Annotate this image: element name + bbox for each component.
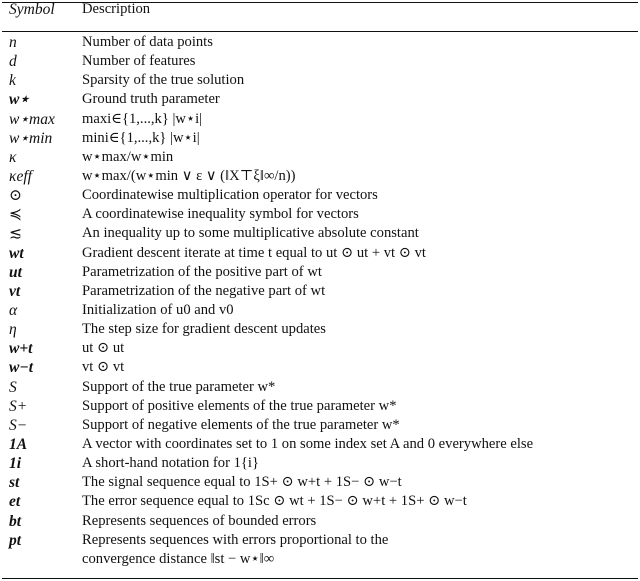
row-symbol: S− [9,416,28,434]
row-symbol: ⊙ [9,187,22,205]
row-description: vt ⊙ vt [82,359,125,376]
row-symbol: st [9,474,20,492]
row-description: Number of features [82,53,196,70]
row-description: The signal sequence equal to 1S+ ⊙ w+t + 1S− ⊙ w−t [82,474,402,491]
table-row [0,320,640,339]
row-symbol: κeff [9,167,32,185]
row-symbol: η [9,321,17,339]
table-row [0,378,640,397]
table-row [0,263,640,282]
table-row [0,435,640,454]
row-symbol: k [9,72,16,90]
row-description: Sparsity of the true solution [82,72,245,89]
table-row [0,110,640,129]
row-symbol: α [9,301,18,319]
row-description: An inequality up to some multiplicative absolute constant [82,225,419,242]
row-symbol: et [9,493,21,511]
table-bottom-rule [2,578,638,579]
row-description: ut ⊙ ut [82,340,125,357]
row-description: Ground truth parameter [82,91,220,108]
table-row [0,148,640,167]
row-symbol: w⋆min [9,129,53,147]
row-symbol: w⋆ [9,91,30,109]
row-description: w⋆max/w⋆min [82,148,174,165]
table-row [0,531,640,569]
row-symbol: w+t [9,340,33,358]
table-row [0,358,640,377]
table-row [0,244,640,263]
row-symbol: 1A [9,435,28,453]
row-symbol: S+ [9,397,28,415]
row-description: The step size for gradient descent updates [82,321,326,338]
row-symbol: wt [9,244,24,262]
row-description-line1: Represents sequences with errors proportional to the [82,531,389,548]
table-row [0,301,640,320]
row-description-line2: convergence distance ‖st − w⋆‖∞ [82,550,275,567]
row-description: Support of the true parameter w* [82,378,276,395]
row-description: The error sequence equal to 1Sc ⊙ wt + 1S− ⊙ w+t + 1S+ ⊙ w−t [82,493,467,510]
row-symbol: w−t [9,359,34,377]
row-symbol: d [9,53,17,71]
header-symbol: Symbol [9,1,55,18]
row-description: mini∈{1,...,k} |w⋆i| [82,129,200,146]
row-description [82,531,388,569]
table-row [0,129,640,148]
row-description: A coordinatewise inequality symbol for vectors [82,206,359,223]
table-row [0,397,640,416]
row-description: Parametrization of the positive part of wt [82,263,322,280]
row-symbol: ≼ [9,206,22,224]
row-description: Number of data points [82,34,213,50]
table-row [0,339,640,358]
row-description: A short-hand notation for 1{i} [82,455,259,472]
table-row [0,492,640,511]
table-row [0,90,640,109]
row-description: Gradient descent iterate at time t equal to ut ⊙ ut + vt ⊙ vt [82,244,426,261]
row-symbol: pt [9,531,22,549]
table-row [0,473,640,492]
row-symbol: S [9,378,17,396]
row-symbol: w⋆max [9,110,55,128]
table-row [0,205,640,224]
row-description: Initialization of u0 and v0 [82,301,234,318]
table-row [0,71,640,90]
table-row [0,416,640,435]
table-row [0,454,640,473]
table-row [0,282,640,301]
row-symbol: ut [9,263,22,281]
table-row [0,224,640,243]
table-header-rule [2,31,638,32]
header-description: Description [82,1,151,17]
row-description: Coordinatewise multiplication operator for vectors [82,187,378,204]
row-description: Support of negative elements of the true parameter w* [82,416,400,433]
table-row [0,512,640,531]
row-symbol: vt [9,282,21,300]
table-body [0,33,640,569]
row-symbol: n [9,34,17,51]
row-symbol: κ [9,148,17,166]
row-description: Parametrization of the negative part of wt [82,282,326,299]
row-symbol: 1i [9,455,22,473]
table-row [0,167,640,186]
table-row [0,52,640,71]
table-row [0,33,640,52]
row-description: maxi∈{1,...,k} |w⋆i| [82,110,203,127]
row-description: Support of positive elements of the true parameter w* [82,397,397,414]
row-symbol: bt [9,512,22,530]
row-description: w⋆max/(w⋆min ∨ ε ∨ (‖X⊤ξ‖∞/n)) [82,167,296,184]
row-description: A vector with coordinates set to 1 on some index set A and 0 everywhere else [82,435,534,452]
row-symbol: ≲ [9,225,22,243]
table-row [0,186,640,205]
row-description: Represents sequences of bounded errors [82,512,317,529]
